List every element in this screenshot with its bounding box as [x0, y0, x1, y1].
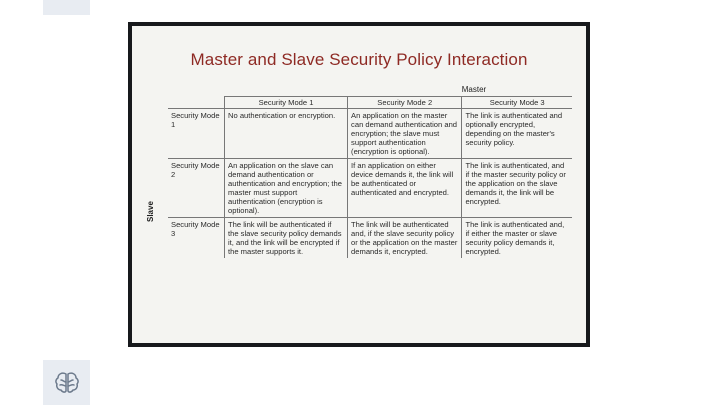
- table-cell: The link will be authenticated if the slave security policy demands it, and the link will be encrypted if the master supports it.: [225, 218, 348, 259]
- column-header: Security Mode 2: [348, 97, 462, 109]
- figure-title: Master and Slave Security Policy Interaction: [190, 50, 528, 69]
- table-cell: An application on the master can demand authentication and encryption; the slave must support authentication (encryption is optional).: [348, 109, 462, 159]
- table-cell: No authentication or encryption.: [225, 109, 348, 159]
- table-header-row: [168, 97, 572, 109]
- table-cell: The link is authenticated and, if either the master or slave security policy demands it, encrypted.: [462, 218, 572, 259]
- table-cell: The link is authenticated and optionally encrypted, depending on the master's security policy.: [462, 109, 572, 159]
- figure-content: [132, 26, 586, 343]
- brain-icon-button[interactable]: [43, 360, 90, 405]
- policy-table: [168, 96, 572, 258]
- brain-icon: [54, 371, 80, 395]
- corner-placeholder-box: [43, 0, 90, 15]
- row-header: Security Mode 1: [168, 109, 225, 159]
- table-row: [168, 218, 572, 259]
- table-cell: The link is authenticated, and if the master security policy or the application on the slave demands it, the link will be encrypted.: [462, 159, 572, 218]
- corner-cell: [168, 97, 225, 109]
- table-cell: If an application on either device demands it, the link will be authenticated or authenticated and encrypted.: [348, 159, 462, 218]
- figure-frame: [128, 22, 590, 347]
- row-header: Security Mode 3: [168, 218, 225, 259]
- table-row: [168, 159, 572, 218]
- table-row: [168, 109, 572, 159]
- row-header: Security Mode 2: [168, 159, 225, 218]
- table-cell: An application on the slave can demand authentication or authentication and encryption; the master must support authentication (encryption is optional).: [225, 159, 348, 218]
- column-header: Security Mode 3: [462, 97, 572, 109]
- column-header: Security Mode 1: [225, 97, 348, 109]
- slave-axis-label: Slave: [146, 201, 155, 222]
- table-cell: The link will be authenticated and, if the slave security policy or the application on the master demands it, encrypted.: [348, 218, 462, 259]
- master-axis-label: Master: [461, 85, 487, 94]
